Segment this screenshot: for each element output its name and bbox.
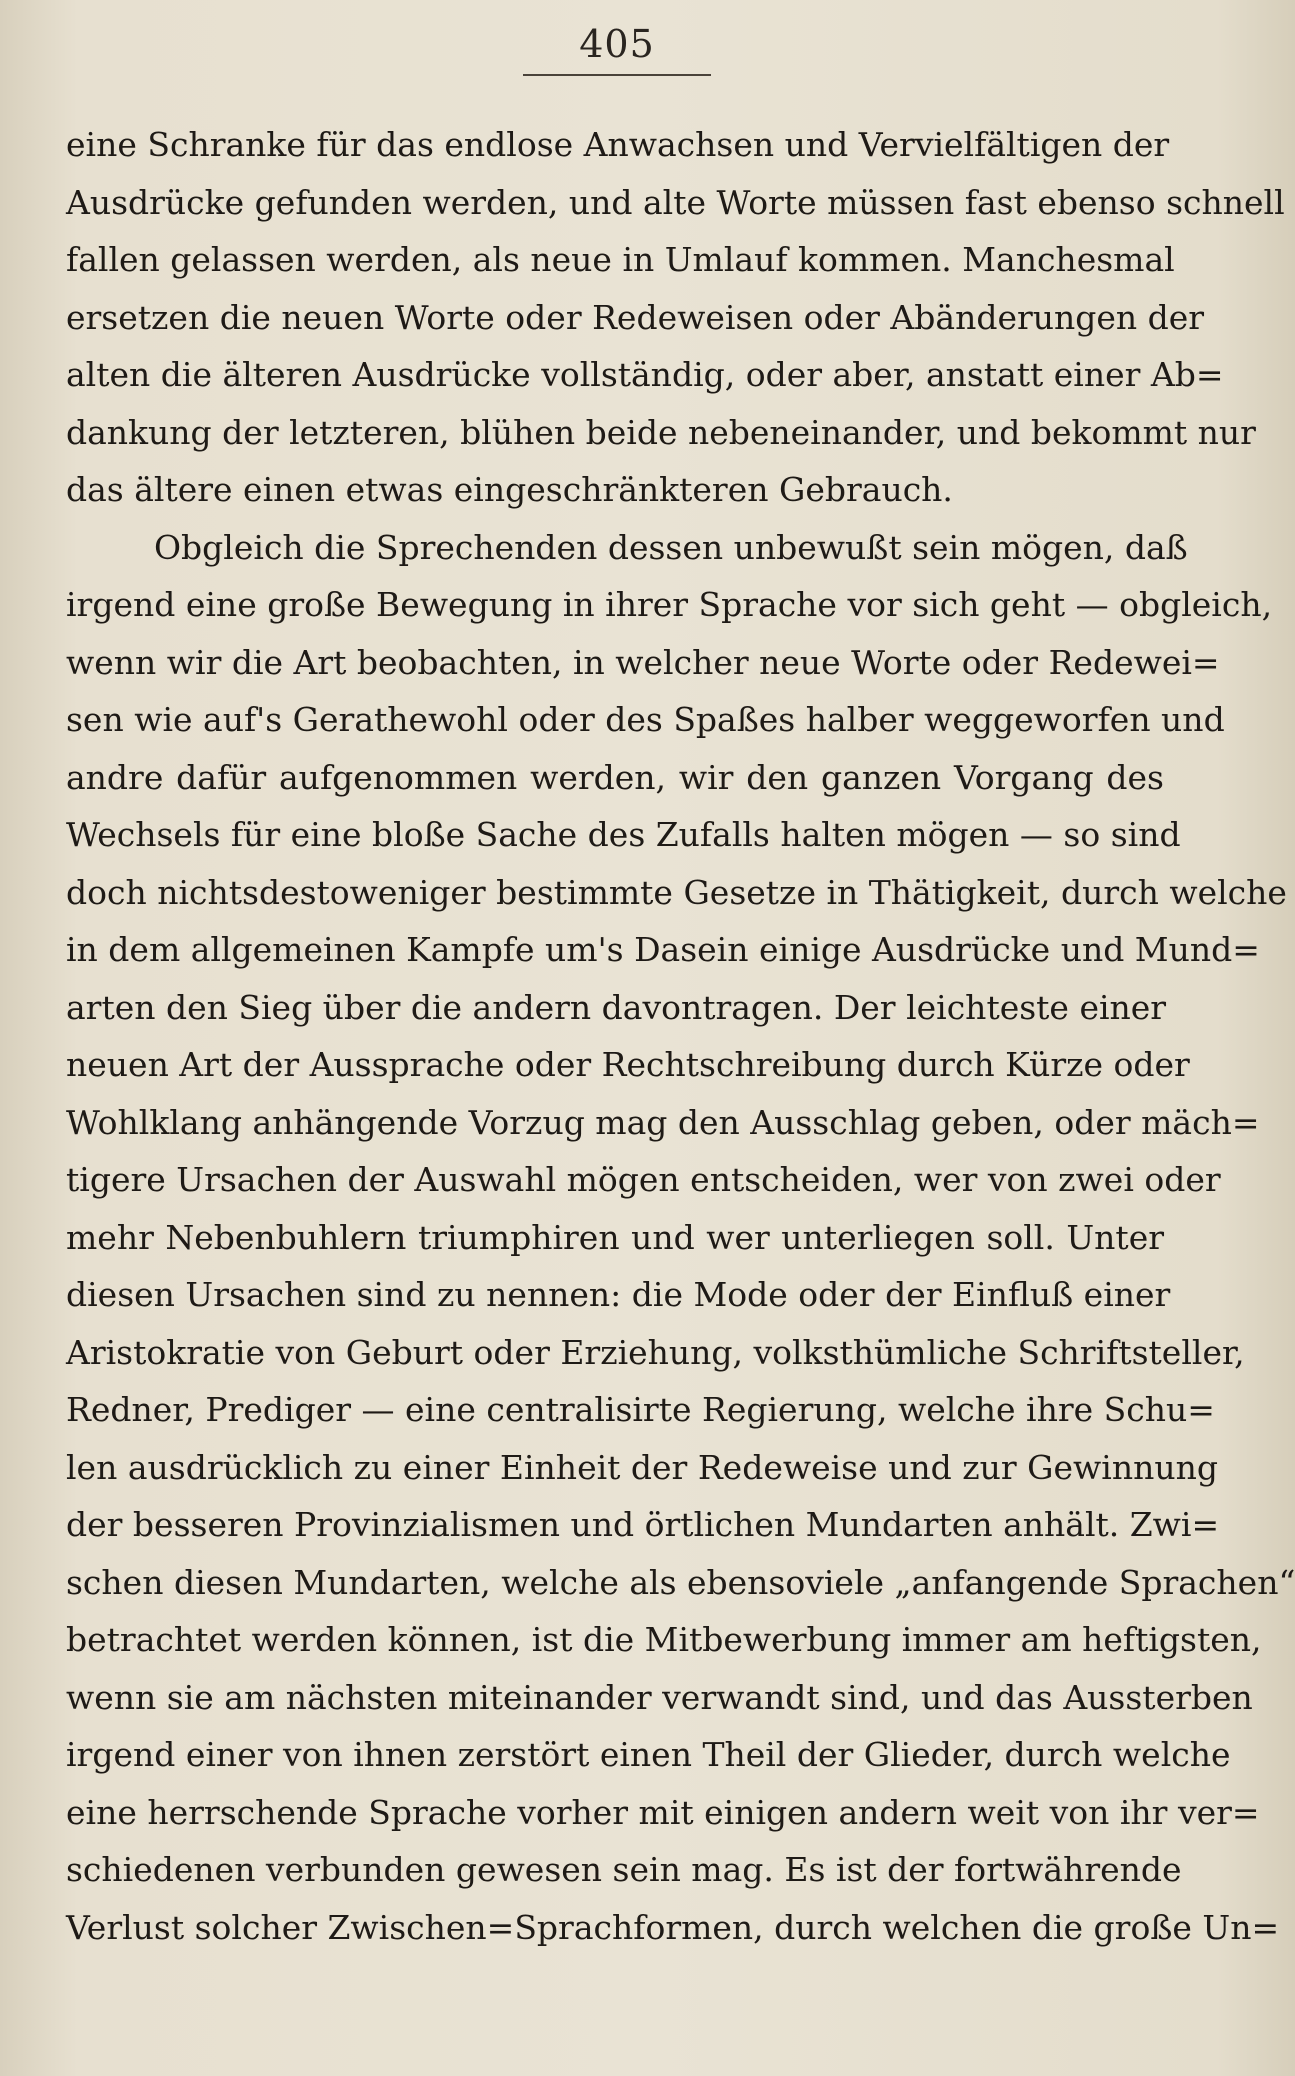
text-line: eine Schranke für das endlose Anwachsen und Vervielfältigen der	[66, 125, 1170, 164]
text-line: neuen Art der Aussprache oder Rechtschreibung durch Kürze oder	[66, 1045, 1190, 1084]
text-line: Wohlklang anhängende Vorzug mag den Ausschlag geben, oder mäch=	[66, 1102, 1260, 1142]
text-line: Aristokratie von Geburt oder Erziehung, volksthümliche Schriftsteller,	[66, 1332, 1245, 1372]
paragraph-end-line: das ältere einen etwas eingeschränkteren Gebrauch.	[66, 470, 953, 509]
text-line: in dem allgemeinen Kampfe um's Dasein einige Ausdrücke und Mund=	[66, 930, 1260, 969]
text-line: Redner, Prediger — eine centralisirte Regierung, welche ihre Schu=	[66, 1390, 1215, 1429]
page-number: 405	[579, 22, 655, 66]
text-line: wenn sie am nächsten miteinander verwandt sind, und das Aussterben	[66, 1677, 1253, 1717]
text-line: alten die älteren Ausdrücke vollständig, oder aber, anstatt einer Ab=	[66, 355, 1224, 394]
text-line: andre dafür aufgenommen werden, wir den ganzen Vorgang des	[66, 757, 1164, 797]
text-line: schiedenen verbunden gewesen sein mag. Es ist der fortwährende	[66, 1850, 1182, 1889]
header-rule	[523, 74, 711, 76]
text-line: der besseren Provinzialismen und örtlichen Mundarten anhält. Zwi=	[66, 1505, 1220, 1544]
text-line: fallen gelassen werden, als neue in Umlauf kommen. Manchesmal	[66, 240, 1175, 279]
text-line: len ausdrücklich zu einer Einheit der Redeweise und zur Gewinnung	[66, 1447, 1218, 1487]
text-line: Verlust solcher Zwischen=Sprachformen, durch welchen die große Un=	[66, 1907, 1280, 1947]
text-line: betrachtet werden können, ist die Mitbewerbung immer am heftigsten,	[66, 1620, 1262, 1659]
text-line: Wechsels für eine bloße Sache des Zufalls halten mögen — so sind	[66, 815, 1181, 854]
text-line: tigere Ursachen der Auswahl mögen entscheiden, wer von zwei oder	[66, 1160, 1221, 1199]
text-line: ersetzen die neuen Worte oder Redeweisen oder Abänderungen der	[66, 297, 1205, 337]
text-line: irgend eine große Bewegung in ihrer Sprache vor sich geht — obgleich,	[66, 585, 1273, 624]
text-line: wenn wir die Art beobachten, in welcher neue Worte oder Redewei=	[66, 642, 1220, 682]
paragraph-start-line: Obgleich die Sprechenden dessen unbewußt sein mögen, daß	[154, 527, 1188, 567]
body-text	[66, 116, 1295, 1956]
text-line: diesen Ursachen sind zu nennen: die Mode oder der Einfluß einer	[66, 1275, 1171, 1314]
text-line: Ausdrücke gefunden werden, und alte Worte müssen fast ebenso schnell	[66, 182, 1285, 222]
text-line: dankung der letzteren, blühen beide nebeneinander, und bekommt nur	[66, 412, 1256, 452]
text-line: irgend einer von ihnen zerstört einen Theil der Glieder, durch welche	[66, 1735, 1231, 1774]
text-line: sen wie auf's Gerathewohl oder des Spaßes halber weggeworfen und	[66, 700, 1225, 739]
text-line: mehr Nebenbuhlern triumphiren und wer unterliegen soll. Unter	[66, 1217, 1164, 1257]
text-line: eine herrschende Sprache vorher mit einigen andern weit von ihr ver=	[66, 1792, 1260, 1832]
text-line: doch nichtsdestoweniger bestimmte Gesetze in Thätigkeit, durch welche	[66, 872, 1287, 912]
text-line: arten den Sieg über die andern davontragen. Der leichteste einer	[66, 987, 1167, 1027]
text-line: schen diesen Mundarten, welche als ebensoviele „anfangende Sprachen“	[66, 1562, 1295, 1602]
